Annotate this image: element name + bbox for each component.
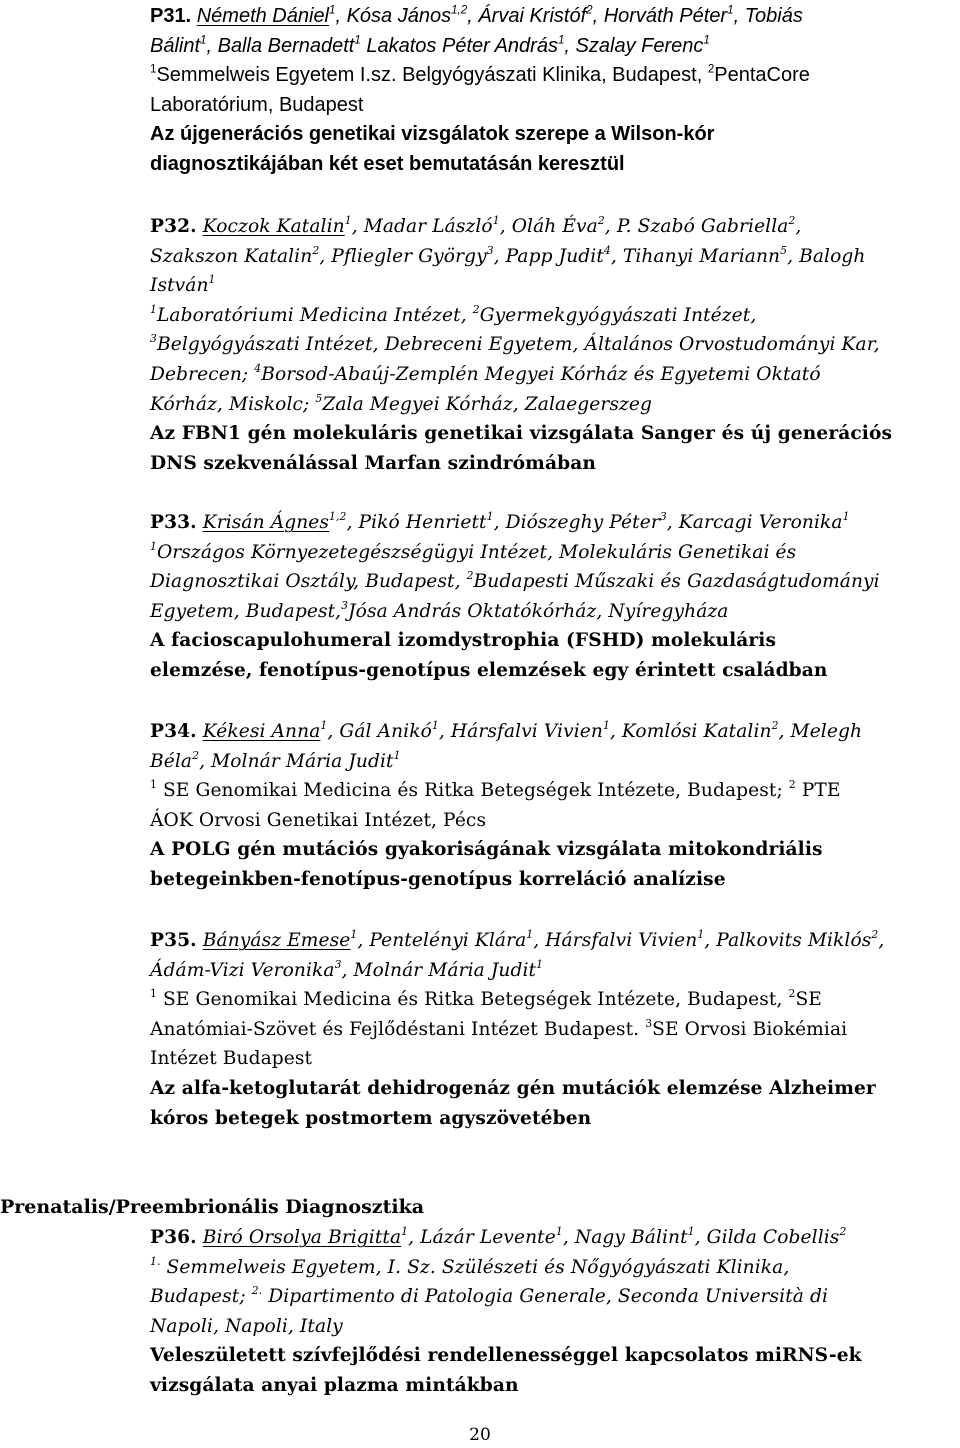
affiliation-mark: 3 [334,957,342,971]
author-text: , Molnár Mária Judit [341,959,537,981]
author-text: , Horváth Péter [592,5,728,27]
author-text: , Karcagi Veronika [666,512,843,533]
affiliation-mark: 2 [597,213,605,227]
authors-line [150,1223,960,1253]
affiliation-text: Dipartimento di Patologia Generale, Seconda Università di [262,1286,829,1308]
affiliation-text: Kórház, Miskolc; [150,393,316,415]
author-text: , Oláh Éva [499,216,598,237]
affiliation-mark: 3 [341,598,349,612]
abstract-label: P36. [150,1227,197,1248]
abstract-p36 [150,1223,960,1401]
affiliation-mark: 5 [315,391,323,405]
authors-line [150,508,960,538]
affiliation-mark: 1. [150,1254,161,1268]
affiliation-mark: 1 [431,718,439,732]
affiliation-mark: 4 [254,361,262,375]
affiliation-mark: 2 [707,62,715,76]
affiliation-mark: 1 [555,1224,563,1238]
author-text: , Nagy Bálint [562,1227,688,1248]
author-text: Lakatos Péter András [360,34,558,57]
affiliation-mark: 1 [329,3,336,17]
abstract-title: Az alfa-ketoglutarát dehidrogenáz gén mutációk elemzése Alzheimer [150,1077,876,1099]
presenting-author: Biró Orsolya Brigitta [202,1227,402,1248]
affiliation-mark: 1 [200,32,207,46]
affiliation-mark: 1 [602,718,610,732]
affiliation-text: Intézet Budapest [150,1048,313,1070]
author-text: , Lázár Levente [408,1227,556,1248]
author-text: István [150,275,209,297]
affiliation-mark: 2 [586,3,593,17]
abstract-title: kóros betegek postmortem agyszövetében [150,1107,592,1129]
author-text: , Madar László [351,216,493,237]
author-text: , Balla Bernadett [206,34,355,57]
author-text: , Pfliegler György [319,245,487,267]
abstract-title: elemzése, fenotípus-genotípus elemzések egy érintett családban [150,659,828,681]
affiliation-mark: 1 [486,509,494,523]
affiliation-mark: 1 [320,718,328,732]
author-text: , Kósa János [335,5,452,27]
affiliation-text: Budapest; [150,1286,252,1308]
affiliation-mark: 1 [350,927,358,941]
affiliation-text: Borsod-Abaúj-Zemplén Megyei Kórház és Egyetemi Oktató [261,363,821,385]
affiliation-text: SE Genomikai Medicina és Ritka Betegségek Intézete, Budapest; [156,780,789,802]
author-text: , [878,930,885,951]
abstract-title: Veleszületett szívfejlődési rendellenességgel kapcsolatos miRNS-ek [150,1345,862,1367]
authors-line [150,956,960,986]
affiliation-text: Zala Megyei Kórház, Zalaegerszeg [322,393,653,415]
affiliation-mark: 5 [780,243,788,257]
authors-line [150,271,960,301]
affiliation-line [150,1044,960,1074]
affiliation-mark: 3 [150,332,157,346]
presenting-author: Németh Dániel [196,5,330,27]
affiliation-text: Országos Környezetegészségügyi Intézet, Molekuláris Genetikai és [156,541,797,563]
author-text: , Molnár Mária Judit [199,750,394,772]
affiliation-mark: 2 [871,927,879,941]
authors-line [150,242,960,272]
affiliation-mark: 2 [839,1224,847,1238]
affiliation-text: Gyermekgyógyászati Intézet, [479,304,757,326]
authors-line [150,2,960,32]
authors-line [150,926,960,956]
author-text: , Palkovits Miklós [704,930,872,951]
author-text: , Hársfalvi Vivien [533,930,698,951]
affiliation-mark: 1,2 [451,3,468,17]
affiliation-line [150,61,960,91]
affiliation-text: PTE [795,780,841,802]
affiliation-mark: 1 [526,927,534,941]
affiliation-mark: 1 [557,32,565,46]
affiliation-line [150,1282,960,1312]
affiliation-line [150,538,960,568]
abstract-title: DNS szekvenálással Marfan szindrómában [150,452,596,474]
affiliation-line [150,390,960,420]
affiliation-line [150,91,960,121]
abstract-p31 [150,2,960,180]
affiliation-mark: 3 [659,509,667,523]
affiliation-line [150,1015,960,1045]
author-text: , Papp Judit [493,245,604,267]
affiliation-mark: 4 [603,243,611,257]
affiliation-mark: 1 [150,302,157,316]
author-text: , Tobiás [733,5,803,27]
affiliation-mark: 1 [150,539,157,553]
affiliation-mark: 1 [150,778,157,792]
authors-line [150,212,960,242]
author-text: , Pentelényi Klára [357,930,527,951]
affiliation-mark: 1 [354,32,361,46]
author-text: Szakszon Katalin [150,245,313,267]
author-text: , Melegh [778,721,863,742]
affiliation-text: SE Orvosi Biokémiai [652,1018,848,1040]
affiliation-mark: 1 [344,213,352,227]
affiliation-mark: 2 [472,302,480,316]
authors-line [150,747,960,777]
affiliation-mark: 2. [251,1284,263,1298]
affiliation-mark: 1 [687,1224,695,1238]
affiliation-line [150,1253,960,1283]
author-text: , Diószeghy Péter [493,512,660,533]
page-number: 20 [469,1425,491,1445]
affiliation-text: PentaCore [714,64,810,87]
presenting-author: Krisán Ágnes [202,512,330,533]
abstract-title: Az FBN1 gén molekuláris genetikai vizsgálata Sanger és új generációs [150,423,893,445]
affiliation-line [150,360,960,390]
affiliation-mark: 2 [192,748,200,762]
affiliation-line [150,567,960,597]
affiliation-mark: 2 [788,213,796,227]
author-text: , Pikó Henriett [346,512,487,533]
affiliation-line [150,985,960,1015]
affiliation-mark: 2 [771,718,779,732]
affiliation-line [150,776,960,806]
affiliation-text: Semmelweis Egyetem I.sz. Belgyógyászati Klinika, Budapest, [156,64,708,87]
affiliation-line [150,330,960,360]
affiliation-text: Jósa András Oktatókórház, Nyíregyháza [348,600,729,622]
affiliation-mark: 1 [703,32,710,46]
affiliation-text: SE Genomikai Medicina és Ritka Betegségek Intézete, Budapest, [156,989,789,1011]
affiliation-mark: 1 [842,509,850,523]
presenting-author: Bányász Emese [202,930,351,951]
abstract-title: Az újgenerációs genetikai vizsgálatok szerepe a Wilson-kór [150,123,715,146]
affiliation-line [150,1312,960,1342]
author-text: Ádám-Vizi Veronika [150,959,335,981]
section-heading: Prenatalis/Preembrionális Diagnosztika [0,1196,425,1218]
affiliation-text: Egyetem, Budapest, [150,600,342,622]
author-text: , P. Szabó Gabriella [604,216,789,237]
abstract-p35 [150,926,960,1133]
affiliation-text: ÁOK Orvosi Genetikai Intézet, Pécs [150,809,487,831]
affiliation-mark: 1 [697,927,705,941]
author-text: , Hársfalvi Vivien [438,721,603,742]
affiliation-mark: 1 [492,213,500,227]
author-text: , Szalay Ferenc [564,34,704,57]
author-text: , Balogh [787,245,866,267]
affiliation-line [150,301,960,331]
affiliation-line [150,806,960,836]
affiliation-text: Debrecen; [150,363,255,385]
affiliation-text: SE [795,989,822,1011]
affiliation-mark: 1 [150,62,157,76]
abstract-title: diagnosztikájában két eset bemutatásán keresztül [150,152,625,175]
author-text: , [795,216,802,237]
abstract-label: P33. [150,512,197,533]
abstract-p34 [150,717,960,895]
affiliation-mark: 1 [208,273,216,287]
authors-line [150,717,960,747]
affiliation-mark: 2 [788,987,796,1001]
affiliation-text: Laboratórium, Budapest [150,93,364,116]
affiliation-mark: 3 [486,243,494,257]
affiliation-mark: 1 [536,957,544,971]
author-text: , Gál Anikó [327,721,432,742]
abstract-label: P35. [150,930,197,951]
presenting-author: Kékesi Anna [202,721,321,742]
author-text: , Tihanyi Mariann [610,245,781,267]
affiliation-mark: 3 [645,1016,653,1030]
abstract-label: P32. [150,216,197,237]
affiliation-mark: 1 [393,748,401,762]
abstract-title: vizsgálata anyai plazma mintákban [150,1374,519,1396]
abstract-title: betegeinkben-fenotípus-genotípus korreláció analízise [150,868,726,890]
affiliation-mark: 1 [150,987,157,1001]
author-text: , Komlósi Katalin [609,721,772,742]
author-text: Béla [150,750,193,772]
author-text: Bálint [150,34,201,57]
affiliation-text: Napoli, Napoli, Italy [150,1315,343,1337]
affiliation-text: Semmelweis Egyetem, I. Sz. Szülészeti és Nőgyógyászati Klinika, [160,1256,790,1278]
affiliation-mark: 1 [727,3,734,17]
affiliation-text: Belgyógyászati Intézet, Debreceni Egyetem, Általános Orvostudományi Kar, [156,334,880,356]
abstract-label: P31. [150,5,192,27]
affiliation-text: Diagnosztikai Osztály, Budapest, [150,571,467,593]
abstract-title: A facioscapulohumeral izomdystrophia (FSHD) molekuláris [150,630,777,652]
presenting-author: Koczok Katalin [202,216,345,237]
author-text: , Árvai Kristóf [467,5,587,27]
affiliation-text: Anatómiai-Szövet és Fejlődéstani Intézet Budapest. [150,1018,646,1040]
affiliation-mark: 2 [788,778,796,792]
affiliation-mark: 2 [312,243,320,257]
authors-line [150,32,960,62]
affiliation-mark: 2 [466,569,474,583]
affiliation-line [150,597,960,627]
affiliation-mark: 1,2 [329,509,347,523]
affiliation-text: Laboratóriumi Medicina Intézet, [156,304,473,326]
affiliation-mark: 1 [401,1224,409,1238]
author-text: , Gilda Cobellis [694,1227,840,1248]
abstract-p32 [150,212,960,478]
abstract-title: A POLG gén mutációs gyakoriságának vizsgálata mitokondriális [150,839,823,861]
abstract-label: P34. [150,721,197,742]
abstract-p33 [150,508,960,686]
affiliation-text: Budapesti Műszaki és Gazdaságtudományi [473,571,880,593]
